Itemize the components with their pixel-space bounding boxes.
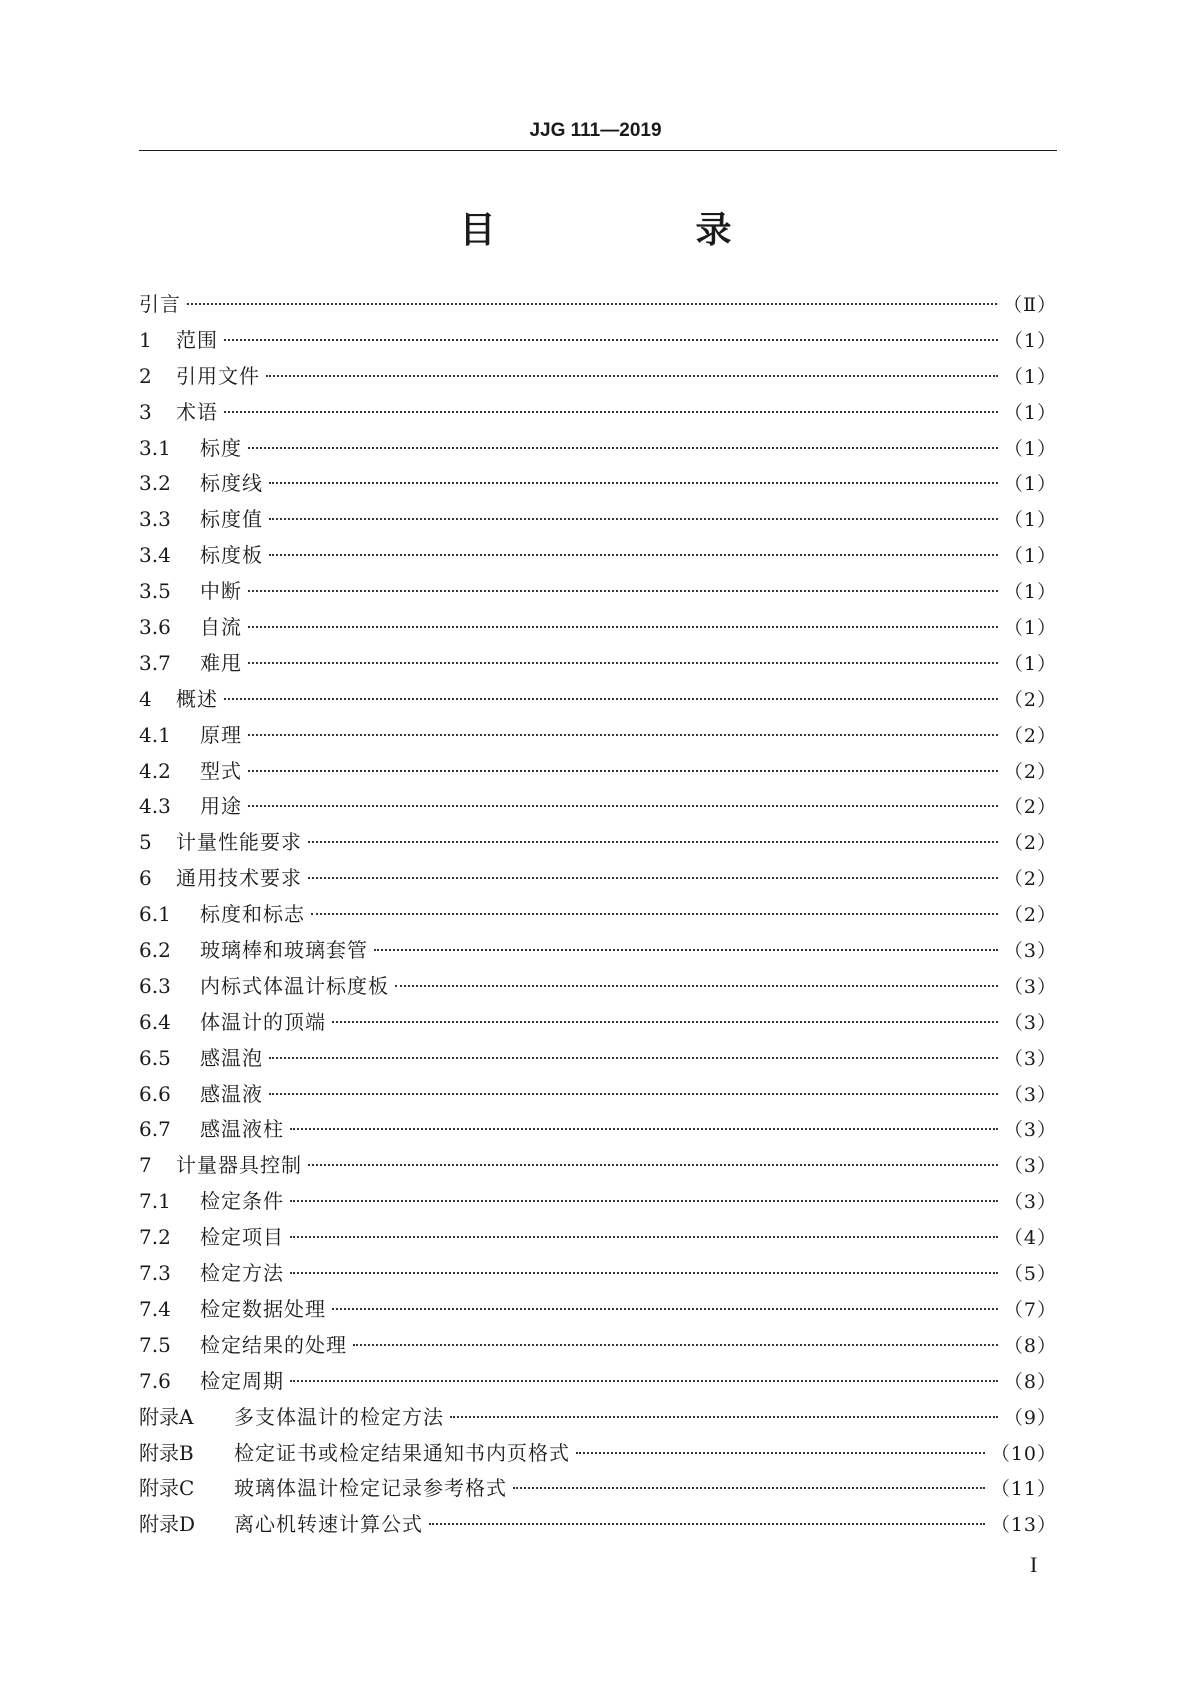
toc-entry-number: 7.1 [139, 1189, 171, 1214]
dot-leader [395, 965, 998, 987]
toc-entry-page: （3） [1003, 975, 1057, 998]
dot-leader [224, 391, 998, 413]
toc-title-text: 目 录 [459, 210, 814, 251]
toc-entry-page: （3） [1003, 1011, 1057, 1034]
dot-leader [269, 462, 998, 484]
toc-entry-label: 中断 [200, 579, 242, 604]
toc-entry-label: 检定数据处理 [200, 1296, 326, 1321]
toc-entry-number: 附录B [139, 1440, 194, 1465]
toc-entry-label: 标度和标志 [200, 902, 305, 927]
toc-entry-label: 标度值 [200, 507, 263, 532]
dot-leader [248, 785, 998, 807]
dot-leader [269, 498, 998, 520]
toc-entry-number: 3 [139, 399, 152, 424]
toc-entry-page: （13） [990, 1514, 1057, 1537]
toc-entry-page: （3） [1003, 1083, 1057, 1106]
dot-leader [187, 283, 997, 305]
toc-entry-label: 计量性能要求 [176, 830, 302, 855]
toc-entry-number: 7 [139, 1153, 152, 1178]
toc-entry-number: 6 [139, 866, 152, 891]
toc-entry-label: 难甩 [200, 650, 242, 675]
toc-entry-number: 4.2 [139, 758, 171, 783]
dot-leader [248, 606, 998, 628]
toc-entry-label: 标度线 [200, 471, 263, 496]
toc-entry-page: （7） [1003, 1298, 1057, 1321]
toc-entry-page: （2） [1003, 832, 1057, 855]
toc-entry-number: 6.7 [139, 1117, 171, 1142]
toc-entry-label: 检定周期 [200, 1368, 284, 1393]
toc-entry-label: 玻璃体温计检定记录参考格式 [234, 1476, 507, 1501]
dot-leader [332, 1288, 998, 1310]
toc-title [0, 202, 1191, 253]
page-number: I [1030, 1552, 1038, 1577]
dot-leader [290, 1216, 998, 1238]
header-rule [139, 150, 1057, 151]
toc-entry-number: 7.2 [139, 1225, 171, 1250]
toc-entry-number: 附录C [139, 1476, 195, 1501]
toc-entry-page: （11） [990, 1478, 1057, 1501]
dot-leader [450, 1396, 998, 1418]
toc-entry-page: （1） [1003, 581, 1057, 604]
toc-entry-label: 通用技术要求 [176, 866, 302, 891]
toc-entry-number: 4.1 [139, 722, 171, 747]
toc-entry-label: 引言 [139, 292, 181, 316]
toc-entry-label: 范围 [176, 327, 218, 352]
toc-entry-number: 6.3 [139, 973, 171, 998]
toc-entry-label: 检定证书或检定结果通知书内页格式 [234, 1440, 570, 1465]
toc-entry-page: （1） [1003, 329, 1057, 352]
toc-entry-page: （2） [1003, 724, 1057, 747]
dot-leader [374, 929, 998, 951]
toc-entry-label: 检定方法 [200, 1261, 284, 1286]
toc-entry-page: （1） [1003, 401, 1057, 424]
dot-leader [266, 355, 998, 377]
toc-entry-number: 6.4 [139, 1009, 171, 1034]
dot-leader [224, 678, 998, 700]
toc-entry-label: 体温计的顶端 [200, 1009, 326, 1034]
dot-leader [308, 1144, 998, 1166]
toc-entry-number: 6.1 [139, 902, 171, 927]
dot-leader [248, 714, 998, 736]
toc-entry-number: 3.7 [139, 650, 171, 675]
toc-entry-label: 多支体温计的检定方法 [234, 1404, 444, 1429]
dot-leader [353, 1324, 998, 1346]
dot-leader [269, 1037, 998, 1059]
toc-entry-number: 附录A [139, 1404, 194, 1429]
toc-entry-page: （5） [1003, 1263, 1057, 1286]
dot-leader [290, 1252, 998, 1274]
toc-entry-label: 型式 [200, 758, 242, 783]
toc-entry-label: 内标式体温计标度板 [200, 973, 389, 998]
toc-entry-label: 感温液 [200, 1081, 263, 1106]
toc-entry-number: 2 [139, 363, 152, 388]
toc-entry-page: （2） [1003, 904, 1057, 927]
dot-leader [332, 1001, 998, 1023]
dot-leader [290, 1108, 998, 1130]
dot-leader [308, 857, 998, 879]
toc-entry-label: 标度板 [200, 543, 263, 568]
dot-leader [248, 642, 998, 664]
toc-entry-number: 6.2 [139, 938, 171, 963]
dot-leader [290, 1360, 998, 1382]
toc-entry-number: 6.6 [139, 1081, 171, 1106]
toc-entry-number: 3.5 [139, 579, 171, 604]
toc-entry-number: 3.4 [139, 543, 171, 568]
table-of-contents [139, 288, 1057, 1544]
toc-entry-page: （Ⅱ） [1003, 294, 1057, 316]
toc-entry-number: 3.2 [139, 471, 171, 496]
toc-entry-page: （4） [1003, 1227, 1057, 1250]
toc-entry-label: 计量器具控制 [176, 1153, 302, 1178]
toc-entry-page: （2） [1003, 688, 1057, 711]
dot-leader [248, 427, 998, 449]
toc-entry-page: （1） [1003, 473, 1057, 496]
toc-entry-page: （1） [1003, 617, 1057, 640]
toc-entry-number: 4 [139, 686, 152, 711]
toc-entry-number: 1 [139, 327, 152, 352]
toc-entry[interactable] [139, 1508, 1057, 1544]
dot-leader [576, 1432, 985, 1454]
toc-entry-page: （3） [1003, 940, 1057, 963]
toc-entry-page: （2） [1003, 796, 1057, 819]
toc-entry-label: 概述 [176, 686, 218, 711]
toc-entry-number: 7.3 [139, 1261, 171, 1286]
dot-leader [269, 1073, 998, 1095]
toc-entry-number: 3.6 [139, 615, 171, 640]
toc-entry-page: （1） [1003, 509, 1057, 532]
toc-entry-number: 3.3 [139, 507, 171, 532]
toc-entry-page: （3） [1003, 1047, 1057, 1070]
toc-entry-label: 玻璃棒和玻璃套管 [200, 938, 368, 963]
toc-entry-label: 用途 [200, 794, 242, 819]
toc-entry-label: 检定条件 [200, 1189, 284, 1214]
dot-leader [269, 534, 998, 556]
toc-entry-page: （8） [1003, 1370, 1057, 1393]
toc-entry-number: 7.4 [139, 1296, 171, 1321]
toc-entry-label: 检定项目 [200, 1225, 284, 1250]
toc-entry-page: （1） [1003, 365, 1057, 388]
toc-entry-label: 离心机转速计算公式 [234, 1512, 423, 1537]
toc-entry-number: 附录D [139, 1512, 196, 1537]
toc-entry-label: 标度 [200, 435, 242, 460]
toc-entry-page: （3） [1003, 1119, 1057, 1142]
toc-entry-label: 检定结果的处理 [200, 1332, 347, 1357]
toc-entry-number: 4.3 [139, 794, 171, 819]
page-header: JJG 111—2019 [529, 120, 662, 141]
toc-entry-number: 5 [139, 830, 152, 855]
dot-leader [290, 1180, 998, 1202]
toc-entry-number: 7.6 [139, 1368, 171, 1393]
toc-entry-page: （2） [1003, 868, 1057, 891]
toc-entry-page: （3） [1003, 1191, 1057, 1214]
toc-entry-page: （10） [990, 1442, 1057, 1465]
dot-leader [248, 570, 998, 592]
dot-leader [429, 1503, 985, 1525]
toc-entry-label: 自流 [200, 615, 242, 640]
dot-leader [311, 893, 998, 915]
toc-entry-page: （1） [1003, 652, 1057, 675]
toc-entry-number: 7.5 [139, 1332, 171, 1357]
toc-entry-page: （1） [1003, 437, 1057, 460]
toc-entry-number: 6.5 [139, 1045, 171, 1070]
dot-leader [308, 821, 998, 843]
dot-leader [248, 750, 998, 772]
toc-entry-page: （1） [1003, 545, 1057, 568]
toc-entry-number: 3.1 [139, 435, 171, 460]
toc-entry-page: （3） [1003, 1155, 1057, 1178]
toc-entry-page: （9） [1003, 1406, 1057, 1429]
toc-entry-label: 引用文件 [176, 363, 260, 388]
toc-entry-label: 感温泡 [200, 1045, 263, 1070]
dot-leader [224, 319, 998, 341]
toc-entry-label: 感温液柱 [200, 1117, 284, 1142]
toc-entry-label: 原理 [200, 722, 242, 747]
dot-leader [513, 1467, 985, 1489]
toc-entry-page: （2） [1003, 760, 1057, 783]
toc-entry-page: （8） [1003, 1334, 1057, 1357]
toc-entry-label: 术语 [176, 399, 218, 424]
